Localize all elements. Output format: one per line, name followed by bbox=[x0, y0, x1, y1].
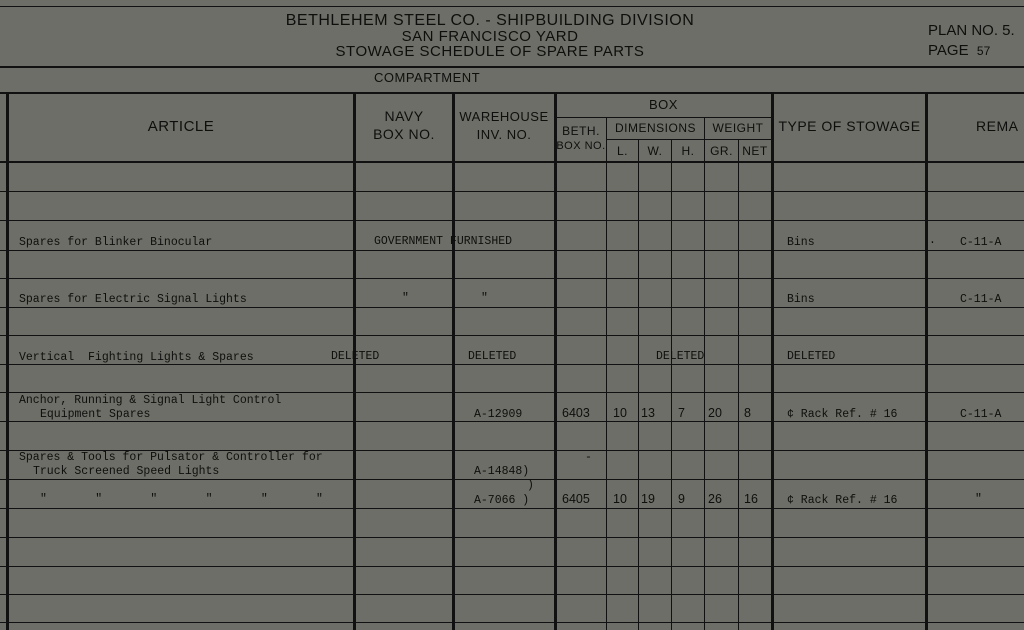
row1-remarks: C-11-A bbox=[960, 236, 1002, 249]
box-subrule bbox=[555, 117, 772, 118]
row4-stowage: ¢ Rack Ref. # 16 bbox=[787, 408, 898, 421]
gr-header: GR. bbox=[710, 144, 733, 158]
row-rule bbox=[0, 622, 1024, 623]
row4-beth-box: 6403 bbox=[562, 406, 590, 420]
row6-brace: ) bbox=[527, 479, 534, 492]
row3-stowage: DELETED bbox=[787, 350, 836, 363]
col-left-edge bbox=[6, 93, 9, 630]
row4-h: 7 bbox=[678, 406, 685, 420]
row5-article-2: Truck Screened Speed Lights bbox=[33, 465, 220, 478]
col-l-edge bbox=[638, 140, 639, 630]
dimensions-header: DIMENSIONS bbox=[614, 121, 696, 135]
warehouse-header-2: INV. NO. bbox=[476, 127, 532, 142]
row6-net: 16 bbox=[744, 492, 758, 506]
row6-stowage: ¢ Rack Ref. # 16 bbox=[787, 494, 898, 507]
title-rule bbox=[0, 66, 1024, 68]
col-stowage-edge bbox=[925, 93, 928, 630]
net-header: NET bbox=[742, 144, 768, 158]
row-rule bbox=[0, 335, 1024, 336]
row-rule bbox=[0, 566, 1024, 567]
row-rule bbox=[0, 537, 1024, 538]
stowage-header: TYPE OF STOWAGE bbox=[778, 118, 921, 134]
row1-dot: . bbox=[929, 234, 936, 247]
w-header: W. bbox=[647, 144, 663, 158]
row4-l: 10 bbox=[613, 406, 627, 420]
row6-gr: 26 bbox=[708, 492, 722, 506]
col-beth-edge bbox=[606, 118, 607, 630]
row2-remarks: C-11-A bbox=[960, 293, 1002, 306]
col-h-edge bbox=[704, 118, 705, 630]
l-header: L. bbox=[616, 144, 628, 158]
dim-subrule bbox=[607, 139, 772, 140]
yard-title: SAN FRANCISCO YARD bbox=[401, 28, 579, 45]
row3-article: Vertical Fighting Lights & Spares bbox=[19, 351, 254, 364]
page-value: 57 bbox=[976, 44, 991, 58]
col-navy-edge bbox=[452, 93, 455, 630]
col-gr-edge bbox=[738, 140, 739, 630]
plan-number: PLAN NO. 5. bbox=[928, 22, 1015, 39]
top-rule bbox=[0, 6, 1024, 7]
row4-warehouse: A-12909 bbox=[474, 408, 523, 421]
row3-warehouse: DELETED bbox=[468, 350, 517, 363]
row6-h: 9 bbox=[678, 492, 685, 506]
box-header: BOX bbox=[649, 97, 678, 112]
row5-warehouse: A-14848) bbox=[474, 465, 530, 478]
weight-header: WEIGHT bbox=[712, 121, 764, 135]
row1-stowage: Bins bbox=[787, 236, 815, 249]
row6-warehouse: A-7066 ) bbox=[474, 494, 530, 507]
row-rule bbox=[0, 392, 1024, 393]
col-box-edge bbox=[771, 93, 774, 630]
row-rule bbox=[0, 220, 1024, 221]
page-label: PAGE bbox=[928, 42, 969, 59]
h-header: H. bbox=[681, 144, 695, 158]
row6-beth-box: 6405 bbox=[562, 492, 590, 506]
row1-article: Spares for Blinker Binocular bbox=[19, 236, 213, 249]
row5-article-1: Spares & Tools for Pulsator & Controller for bbox=[19, 451, 323, 464]
row-rule bbox=[0, 508, 1024, 509]
row4-net: 8 bbox=[744, 406, 751, 420]
row1-navy-warehouse: GOVERNMENT FURNISHED bbox=[374, 235, 513, 248]
row-rule bbox=[0, 191, 1024, 192]
schedule-title: STOWAGE SCHEDULE OF SPARE PARTS bbox=[335, 43, 645, 60]
article-header: ARTICLE bbox=[147, 118, 215, 135]
row6-w: 19 bbox=[641, 492, 655, 506]
col-w-edge bbox=[671, 140, 672, 630]
company-title: BETHLEHEM STEEL CO. - SHIPBUILDING DIVISION bbox=[285, 12, 695, 29]
row4-article-2: Equipment Spares bbox=[40, 408, 151, 421]
warehouse-header-1: WAREHOUSE bbox=[459, 109, 549, 124]
row5-dash: - bbox=[585, 451, 592, 464]
row2-warehouse: " bbox=[481, 292, 488, 305]
row-rule bbox=[0, 307, 1024, 308]
beth-box-header-2: BOX NO. bbox=[556, 140, 606, 152]
row4-remarks: C-11-A bbox=[960, 408, 1002, 421]
row4-gr: 20 bbox=[708, 406, 722, 420]
navy-box-header-1: NAVY bbox=[384, 108, 424, 124]
col-warehouse-edge bbox=[554, 93, 557, 630]
navy-box-header-2: BOX NO. bbox=[373, 126, 435, 142]
row6-l: 10 bbox=[613, 492, 627, 506]
row-rule bbox=[0, 594, 1024, 595]
row2-navy: " bbox=[402, 292, 409, 305]
header-bottom-rule bbox=[0, 161, 1024, 163]
remarks-header: REMA bbox=[976, 118, 1019, 134]
row4-w: 13 bbox=[641, 406, 655, 420]
row4-article-1: Anchor, Running & Signal Light Control bbox=[19, 394, 282, 407]
compartment-label: COMPARTMENT bbox=[374, 70, 481, 85]
compartment-rule bbox=[0, 92, 1024, 94]
row3-navy: DELETED bbox=[331, 350, 380, 363]
row-rule bbox=[0, 278, 1024, 279]
row6-remarks: " bbox=[975, 493, 982, 506]
page-number bbox=[928, 42, 990, 59]
row2-stowage: Bins bbox=[787, 293, 815, 306]
row2-article: Spares for Electric Signal Lights bbox=[19, 293, 247, 306]
row-rule bbox=[0, 250, 1024, 251]
row3-box: DELETED bbox=[656, 350, 705, 363]
beth-box-header-1: BETH. bbox=[562, 124, 600, 138]
row6-article-ditto: " " " " " " bbox=[40, 493, 323, 506]
row-rule bbox=[0, 479, 1024, 480]
